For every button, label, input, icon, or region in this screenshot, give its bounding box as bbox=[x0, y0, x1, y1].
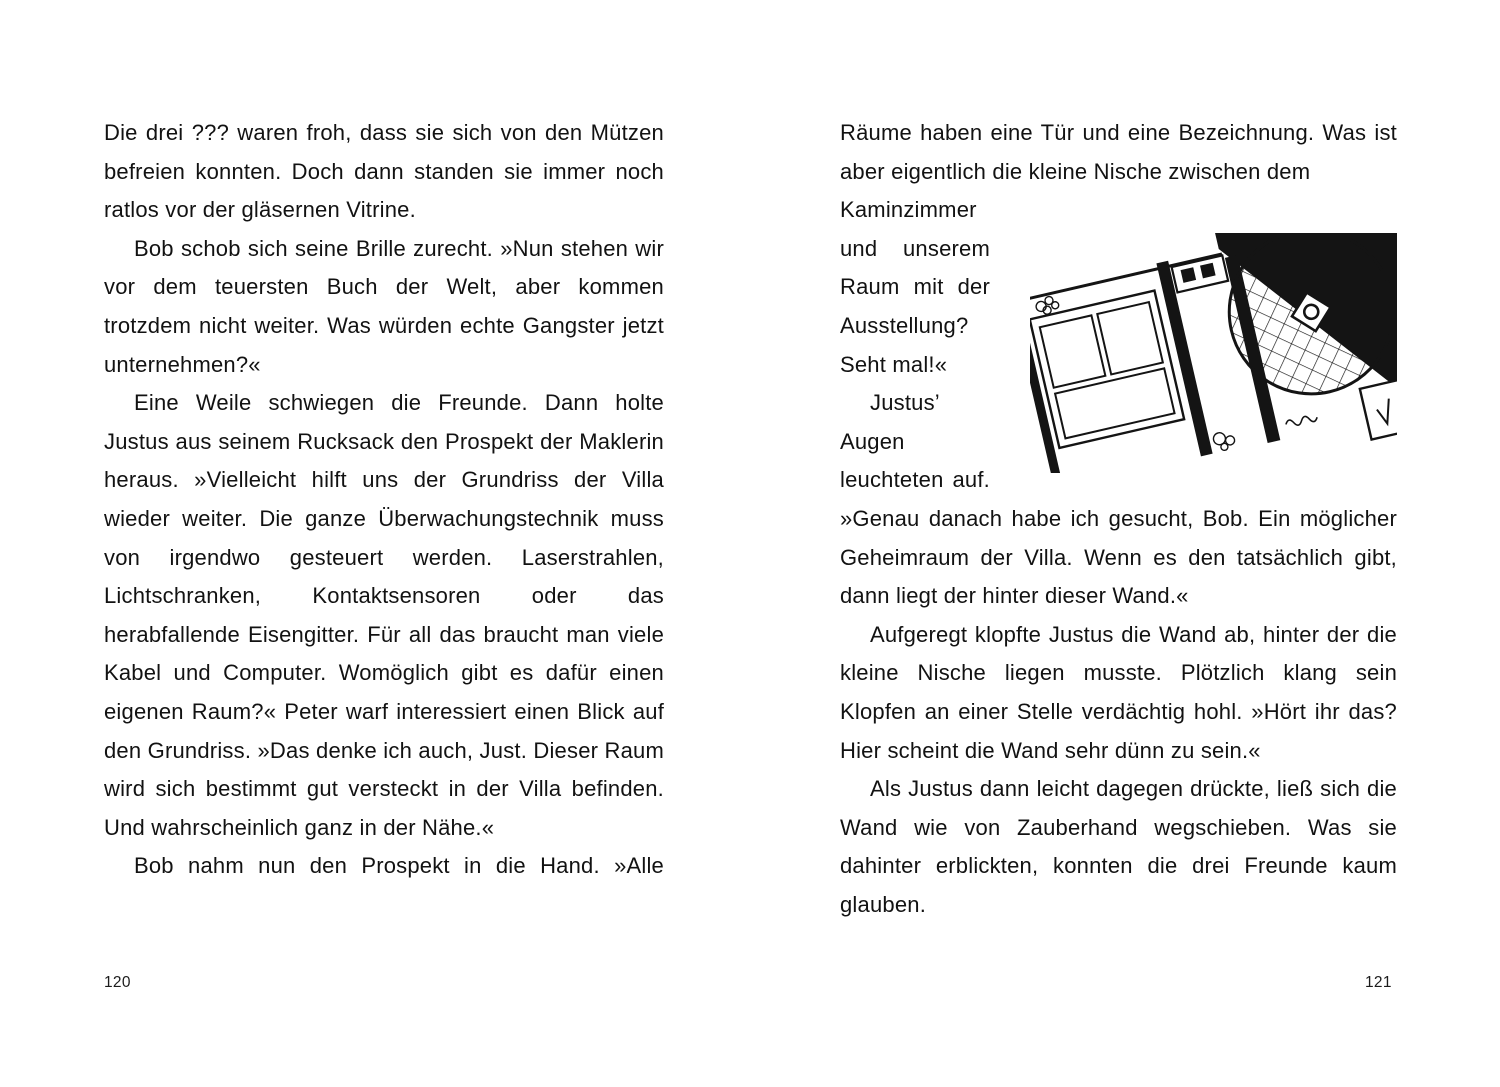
right-page bbox=[840, 114, 1397, 924]
left-page bbox=[104, 114, 664, 886]
paragraph: Aufgeregt klopfte Justus die Wand ab, hinter der die kleine Nische liegen musste. Plötzlich klang sein Klopfen an einer Stelle verdächtig hohl. »Hört ihr das? Hier scheint die Wand sehr dünn zu sein.« bbox=[840, 621, 1397, 763]
text-wrap-zone bbox=[840, 191, 1397, 924]
paragraph: Die drei ??? waren froh, dass sie sich von den Mützen befreien konnten. Doch dann standen sie immer noch ratlos vor der gläsernen Vitrine. bbox=[104, 120, 664, 223]
paragraph: Justus’ Augen leuchteten auf. »Genau danach habe ich gesucht, Bob. Ein möglicher Geheimraum der Villa. Wenn es den tatsächlich gibt, dann liegt der hinter dieser Wand.« bbox=[840, 390, 1397, 609]
paragraph: Als Justus dann leicht dagegen drückte, ließ sich die Wand wie von Zauberhand wegschieben. Was sie dahinter erblickten, konnten die drei Freunde kaum glauben. bbox=[840, 776, 1397, 917]
paragraph: Räume haben eine Tür und eine Bezeichnung. Was ist aber eigentlich die kleine Nische zwischen dem bbox=[840, 120, 1397, 184]
page-number-left: 120 bbox=[104, 974, 131, 991]
paragraph: Bob nahm nun den Prospekt in die Hand. »Alle bbox=[134, 853, 664, 879]
paragraph: Kaminzimmer und unserem Raum mit der Ausstellung? Seht mal!« bbox=[840, 197, 990, 377]
paragraph: Eine Weile schwiegen die Freunde. Dann holte Justus aus seinem Rucksack den Prospekt der Maklerin heraus. »Vielleicht hilft uns der Grundriss der Villa wieder weiter. Die ganze Überwachungstechnik muss von irgendwo gesteuert werden. Laserstrahlen, Lichtschranken, Kontaktsensoren oder das herabfallende Eisengitter. Für all das braucht man viele Kabel und Computer. Womöglich gibt es dafür einen eigenen Raum?« Peter warf interessiert einen Blick auf den Grundriss. »Das denke ich auch, Just. Dieser Raum wird sich bestimmt gut versteckt in der Villa befinden. Und wahrscheinlich ganz in der Nähe.« bbox=[104, 390, 664, 840]
page-number-right: 121 bbox=[1365, 974, 1392, 991]
floor-plan-illustration bbox=[1030, 233, 1397, 473]
paragraph: Bob schob sich seine Brille zurecht. »Nun stehen wir vor dem teuersten Buch der Welt, aber kommen trotzdem nicht weiter. Was würden echte Gangster jetzt unternehmen?« bbox=[104, 235, 664, 377]
